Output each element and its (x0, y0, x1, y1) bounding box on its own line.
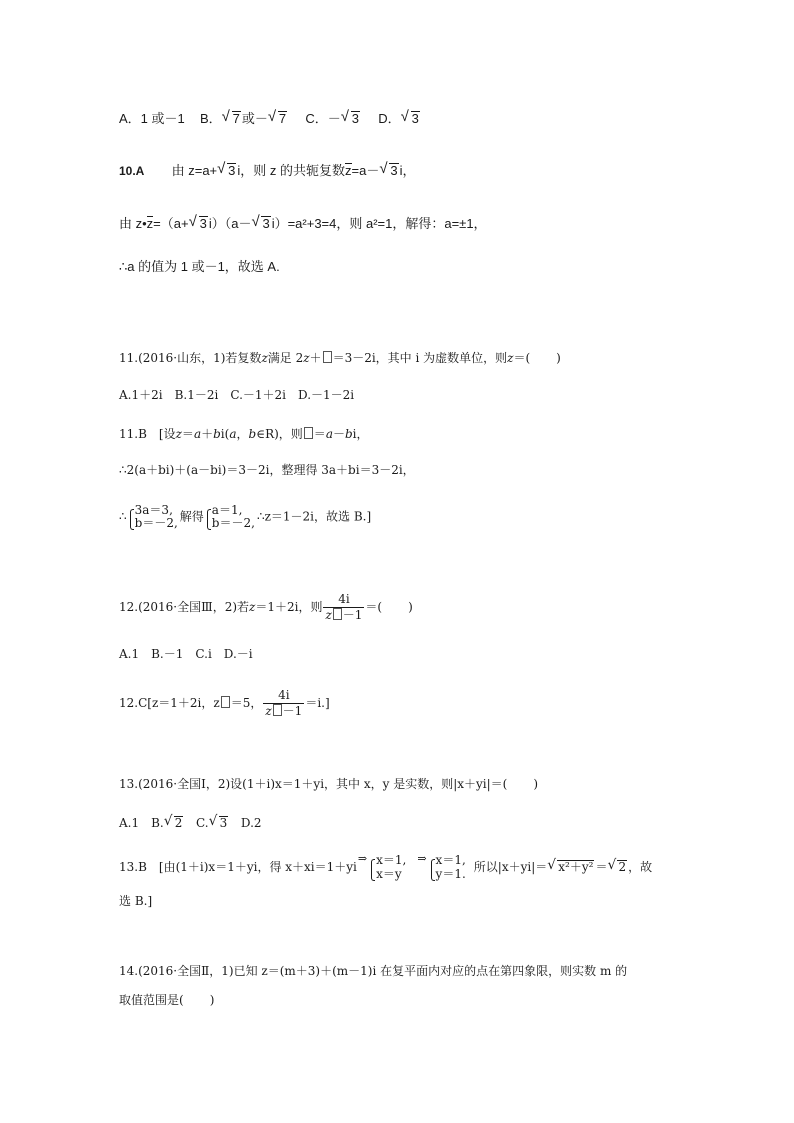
ans10-line3: ∴a 的值为 1 或－1，故选 A. (119, 259, 280, 274)
equation-system: x＝1, y＝1. (430, 854, 466, 880)
q10-choice-b-label: B． (200, 111, 222, 126)
ans11-line1: 11.B [设z＝a＋bi(a，b∈R)，则 ＝a－bi， (119, 427, 369, 441)
sqrt-3: √ 3 (380, 163, 398, 178)
q14-line1: 14.(2016·全国Ⅱ，1)已知 z＝(m＋3)＋(m－1)i 在复平面内对应的点在第四象限，则实数 m 的 (119, 964, 628, 978)
ans12: 12.C[z＝1＋2i，z ＝5， $\frac{4i}{z -1}$ ＝i.] (119, 688, 330, 718)
implies-arrow: ⇒ (417, 852, 427, 865)
conjugate-z-placeholder (221, 696, 230, 708)
q14-line2: 取值范围是( ) (119, 993, 215, 1007)
sqrt-3: √ 3 (210, 816, 229, 830)
conjugate-z: z (146, 216, 154, 231)
q12-choices: A.1 B.－1 C.i D.－i (119, 647, 253, 661)
q11-stem: 11.(2016·山东，1)若复数z满足 2z＋ ＝3－2i，其中 i 为虚数单位，则z＝( ) (119, 351, 561, 365)
equation-system: x＝1, x＝y (370, 854, 406, 880)
sqrt-3: √ 3 (190, 216, 208, 231)
equation-system: 3a＝3, b＝－2, (129, 504, 178, 530)
q13-choices: A.1 B.√ 2 C.√ 3 D.2 (119, 816, 262, 830)
q10-choice-d: D． (378, 111, 401, 126)
sqrt-3: √ 3 (252, 216, 270, 231)
equation-system: a＝1, b＝－2, (206, 504, 255, 530)
q10-choices: A．1 或－1 B．√ 7 或－√ 7 C．－√ 3 D．√ 3 (119, 111, 421, 126)
sqrt-expression: √ x²＋y² (548, 860, 594, 874)
ans11-line2: ∴2(a＋bi)＋(a－bi)＝3－2i，整理得 3a＋bi＝3－2i， (119, 463, 415, 477)
sqrt-3-d: √ 3 (402, 111, 420, 126)
conjugate-z: z (345, 163, 352, 178)
ans10-line1: 10.A 由 z=a+√ 3 i，则 z 的共轭复数z=a－√ 3 i， (119, 163, 415, 178)
ans10-id: 10.A (119, 164, 145, 178)
q12-stem: 12.(2016·全国Ⅲ，2)若z＝1＋2i，则 $\frac{4i}{z -1}$ ＝( ) (119, 592, 413, 622)
implies-arrow: ⇒ (357, 852, 368, 865)
q13-stem: 13.(2016·全国Ⅰ，2)设(1＋i)x＝1＋yi，其中 x，y 是实数，则|x＋yi|＝( ) (119, 777, 539, 791)
conjugate-z-placeholder (304, 427, 313, 439)
sqrt-2: √ 2 (165, 816, 184, 830)
ans11-line3: ∴ 3a＝3, b＝－2, 解得 a＝1, b＝－2, ∴z＝1－2i，故选 B.] (119, 503, 372, 531)
fraction: $\frac{4i}{z -1}$ (325, 592, 363, 622)
sqrt-7-b: √ 7 (269, 111, 287, 126)
sqrt-3: √ 3 (218, 163, 236, 178)
q11-choices: A.1＋2i B.1－2i C.－1＋2i D.－1－2i (119, 388, 355, 402)
q10-choice-a: A．1 或－1 (119, 111, 185, 126)
conjugate-z-placeholder (323, 351, 332, 363)
ans10-line2: 由 z•z=（a+√ 3 i）（a－√ 3 i）=a²+3=4，则 a²=1，解得：a=±1， (119, 216, 487, 231)
ans13-line2: 选 B.] (119, 894, 153, 908)
sqrt-3-c: √ 3 (342, 111, 360, 126)
ans13-line1: 13.B [由(1＋i)x＝1＋yi，得 x＋xi＝1＋yi⇒ x＝1, x＝y ⇒ x＝1, y＝1. 所以|x＋yi|＝√ x²＋y² ＝√ 2 ，故 (119, 853, 652, 881)
sqrt-2: √ 2 (608, 860, 627, 874)
fraction: $\frac{4i}{z -1}$ (265, 688, 303, 718)
q10-choice-c: C．－ (305, 111, 341, 126)
sqrt-7-a: √ 7 (223, 111, 241, 126)
